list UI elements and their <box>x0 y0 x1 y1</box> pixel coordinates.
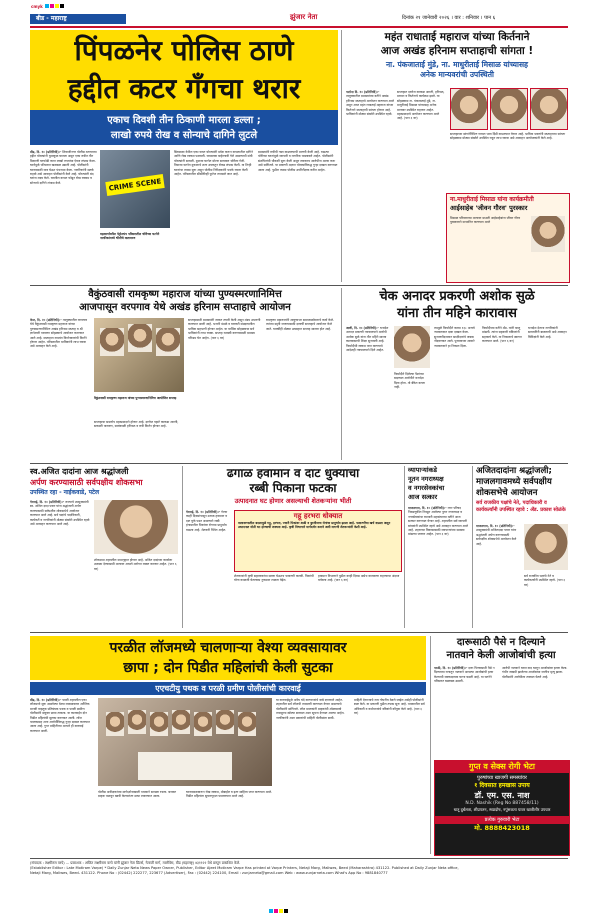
murder-headline-2: नातवाने केली आजोबांची हत्या <box>446 650 556 661</box>
ajit-right-subhead: सर्व राजकीय पक्षांचे नेते, पदाधिकारी व कार्यकर्त्यांनी उपस्थित रहावे : ॲड. प्रकाश सोळंके <box>476 500 566 513</box>
divider-top <box>341 30 342 282</box>
lead-subhead-1: एकाच दिवशी तीन ठिकाणी मारला डल्ला ; <box>107 115 261 126</box>
lead-photo-caption: महामार्गावरील पेट्रोलपंप परिसरातील चोरीच्या घटनेने नागरिकांमध्ये भीतीचे वातावरण <box>100 232 160 241</box>
traders-headline-2: नूतन नगराध्यक्ष <box>408 475 444 483</box>
ad-footer: प्रत्येक गुरुवारी भेटा <box>435 816 569 824</box>
ajit-right-portrait <box>524 524 568 570</box>
kirtan-headline-2: आज अखंड हरिनाम सप्ताहाची सांगता ! <box>380 45 534 57</box>
kirtan-headline <box>346 30 568 80</box>
lead-body-col1: बीड, दि. १० (प्रतिनिधी):- शिवाजीनगर पोलीस ठाण्याच्या हद्दीत चोरट्यांनी धुमाकूळ घातला असून एका रात्रीत तीन ठिकाणी घरफोडी करत लाखो रुपयांचा ऐवज लंपास केला. घटनेमुळे परिसरात खळबळ उडाली आहे. पोलीसांनी घटनास्थळी धाव घेऊन पंचनामा केला. नागरिकांनी सतर्क राहावे असे आवाहन पोलीसांनी केले आहे. चोरट्यांनी बंद घरांना लक्ष्य केले. घरातील कपाट फोडून रोख रक्कम व सोन्याचे दागिने लंपास केले. <box>30 150 97 185</box>
divider-weather-left <box>182 466 183 628</box>
traders-headline-1: व्यापाऱ्यांकडे <box>408 466 437 474</box>
cheque-headline-2: यांना तीन महिने कारावास <box>397 306 517 321</box>
portrait-photo-3 <box>530 88 568 130</box>
traders-headline <box>408 466 468 502</box>
lodge-body-col5: माहिती देणाऱ्याचे नाव गोपनीय ठेवले जाईल असेही पोलीसांनी स्पष्ट केले. या प्रकरणी पुढील तपास सुरू आहे. पथकातील सर्व अधिकारी व कर्मचाऱ्यांचे वरिष्ठांनी कौतुक केले आहे. (पान ६ वर) <box>354 698 425 716</box>
weather-subhead: उत्पादनात घट होणार असल्याची शेतकऱ्यांना भीती <box>234 497 352 505</box>
cheque-portrait <box>394 326 430 368</box>
weather-body-col1: गेवराई, दि. १० (प्रतिनिधी):- गेल्या काही दिवसांपासून ढगाळ हवामान व दाट धुके पडत असल्याने रब्बी हंगामातील पिकांवर रोगाचा प्रादुर्भाव वाढला आहे. शेतकरी चिंतेत आहेत. <box>186 510 228 532</box>
footer-imprint <box>30 861 568 877</box>
lodge-body-col1: बीड, दि. १० (प्रतिनिधी):- परळी शहरातील एका लॉजमध्ये सुरू असलेल्या वेश्या व्यवसायावर अनैतिक मानवी वाहतूक प्रतिबंधक पथक व परळी ग्रामीण पोलीसांनी संयुक्त छापा टाकला. या कारवाईत दोन पिडीत महिलांची सुटका करण्यात आली. लॉज चालकासह अन्य आरोपींविरुद्ध गुन्हा दाखल करण्यात आला आहे. गुप्त माहितीच्या आधारे ही कारवाई करण्यात आली. <box>30 698 90 733</box>
weather-highlight-box: गहू हरभरा धोक्यात वातावरणातील बदलामुळे गहू, हरभरा, ज्वारी पिकांवर अळी व बुरशीजन्य रोगांचा प्रादुर्भाव झाला आहे. फवारणीचा खर्च वाढला असून उत्पादनात मोठी घट होण्याची शक्यता आहे. कृषी विभागाने मार्गदर्शन करावे अशी मागणी शेतकऱ्यांनी केली आहे. <box>234 510 402 572</box>
lodge-body-col3: घटनास्थळावरून रोख रक्कम, मोबाईल व इतर साहित्य जप्त करण्यात आले. पिडीत महिलांना सुधारगृहात पाठवण्यात आले आहे. <box>186 790 272 799</box>
lodge-body-col4: या कारवाईमुळे अवैध धंदे करणाऱ्यांचे धाबे दणाणले आहेत. शहरातील सर्व लॉजची तपासणी करण्यात येणार असल्याचे पोलीसांनी सांगितले. लॉज मालकांनी ग्राहकांची ओळखपत्रे तपासूनच खोल्या द्याव्यात अशा सूचना देण्यात आल्या आहेत. नागरिकांनी अशा प्रकारांची माहिती पोलीसांना द्यावी. <box>276 698 345 720</box>
lead-headline-1: पिंपळनेर पोलिस ठाणे <box>74 34 294 67</box>
weather-box-title: गहू हरभरा धोक्यात <box>293 512 343 520</box>
vaikunth-caption: वैकुंठवासी रामकृष्ण महाराज यांच्या पुण्यस्मरणानिमित्त आयोजित सप्ताह <box>94 396 177 400</box>
traders-body: माजलगाव, दि. १० (प्रतिनिधी):- नगर परिषद निवडणुकीत निवडून आलेल्या नूतन नगराध्यक्ष व नगरसेवकांचा व्यापारी महासंघाच्या वतीने आज सत्कार करण्यात येणार आहे. शहरातील सर्व व्यापारी बांधवांनी उपस्थित रहावे असे आवाहन करण्यात आले आहे. शहराच्या विकासासाठी व्यापाऱ्यांच्या समस्या मांडल्या जाणार आहेत. (पान ६ वर) <box>408 506 468 537</box>
vaikunth-body-col2: सप्ताहाचा समारोप महाप्रसादाने होणार आहे. दररोज पहाटे काकडा आरती, सकाळी पारायण, सायंकाळी हरिपाठ व रात्री किर्तन होणार आहे. <box>94 420 179 429</box>
kirtan-subhead-1: ना. पंकजाताई मुंडे, ना. माधुरीताई मिसाळ यांच्यासह <box>385 60 529 69</box>
ajit-left-body-col2: शोकसभा शहरातील सभागृहात होणार आहे. अजित दादांच्या कार्याला उजाळा देण्यासाठी मान्यवर आपले मनोगत व्यक्त करणार आहेत. (पान ६ वर) <box>94 558 177 571</box>
masthead: झुंजार नेता <box>290 13 318 21</box>
jiva-gaurav-box <box>446 193 570 283</box>
traders-headline-3: व नगरसेवकांचा <box>408 484 445 492</box>
portrait-photo-1 <box>450 88 488 130</box>
footer-line1: (संपादक : लक्ष्मीराम वरपे) ... प्रकाशक : अजित लक्ष्मीराम वरपे यांनी झुंजार नेता प्रिंटर्स, नेताजी मार्ग, मालीवेस, बीड (महाराष्ट्र) ४३११२२ येथे छापून प्रकाशित केले. <box>30 861 241 865</box>
crime-scene-tape: CRIME SCENE <box>105 174 164 196</box>
vaikunth-headline-2: आजपासून वरपगाव येथे अखंड हरिनाम सप्ताहाचे आयोजन <box>79 302 291 313</box>
vaikunth-photo-group <box>94 318 184 392</box>
murder-headline <box>434 636 568 662</box>
ad-phone: मो. 8888423018 <box>474 824 530 832</box>
lodge-headline-box <box>30 636 426 680</box>
ajit-left-portrait <box>94 500 178 554</box>
ajit-left-headline-1: स्व.अजित दादांना आज श्रद्धांजली <box>30 467 129 476</box>
divider-bottom <box>430 636 431 854</box>
ad-title: गुप्त व सेक्स रोगी भेटा <box>435 761 569 773</box>
vaikunth-body-col4: रामकृष्ण महाराजांनी आयुष्यभर समाजप्रबोधनाचे कार्य केले. त्यांच्या स्मृती जपण्यासाठी दरवर्षी सप्ताहाचे आयोजन केले जाते. यावर्षीही मोठ्या उत्साहात सप्ताह साजरा होत आहे. <box>266 318 334 331</box>
lodge-headline-2: छापा ; दोन पिडीत महिलांची केली सुटका <box>123 660 333 676</box>
traders-headline-4: आज सत्कार <box>408 493 438 501</box>
cmyk-label: cmyk <box>31 4 43 9</box>
ajit-left-headline-2: अर्पण करण्यासाठी सर्वपक्षीय शोकसभा <box>30 478 143 487</box>
clinic-ad: गुप्त व सेक्स रोगी भेटा पुरुषांच्या खाजगी समस्यांवर १ दिवसात हमखास उपाय डॉ. एम. एस. नाश N.D. Nashik (Reg No 887458/11) धातू दुर्बलता, शीघ्रपतन, स्वप्नदोष, नपुंसकता यावर खात्रीशीर उपचार प्रत्येक गुरुवारी भेटा मो. 8888423018 <box>434 760 570 856</box>
weather-headline-2: रब्बी पिकाना फटका <box>249 481 337 495</box>
ad-doctor: डॉ. एम. एस. नाश <box>474 791 530 800</box>
lead-headline-2: हद्दीत कटर गँगचा थरार <box>67 72 301 105</box>
jiva-title-2: आईसाहेब 'जीवन गौरव' पुरस्कार <box>450 204 528 212</box>
murder-body-col2: आरोपी नातवाने घरात वाद घालून आजोबांवर हल्ला केला. गंभीर जखमी झालेल्या आजोबांचा जागीच मृत्यू झाला. पोलीसांनी आरोपीला ताब्यात घेतले आहे. <box>502 666 568 679</box>
cheque-body-col4: फिर्यादीच्या वतीने ॲड. यांनी बाजू मांडली. त्यांना सहकारी वकिलांनी सहकार्य केले. या निकालाचे स्वागत करण्यात आले. (पान ६ वर) <box>482 326 522 344</box>
divider-mid <box>341 288 342 460</box>
divider-traders <box>404 466 405 628</box>
lodge-photo <box>98 698 272 786</box>
kirtan-subhead-2: अनेक मान्यवरांची उपस्थिती <box>420 70 494 79</box>
jiva-body: मिसाळ परिवाराच्या मान्यवर माउली आईसाहेबांना जीवन गौरव पुरस्काराने सन्मानित करण्यात आले <box>450 216 521 225</box>
weather-headline-1: ढगाळ हवामान व दाट धुक्याचा <box>226 466 360 480</box>
lead-body-col2: सिरसाळा येथील एका घरात चोरट्यांनी प्रवेश करून कपाटातील दागिने आणि रोख रक्कम पळवली. घरमालक बाहेरगावी गेले असल्याची संधी चोरट्यांनी साधली. दुसऱ्या घटनेत मोटार सायकल चोरीला गेली. तिसऱ्या घटनेत दुकानाचे शटर उचकटून रोकड लंपास केली. या तिन्ही घटनांचा तपास सुरू असून पोलीस निरीक्षकांनी पथके रवाना केली आहेत. परिसरातील सीसीटीव्ही फुटेज तपासले जात आहे. <box>174 150 253 177</box>
cheque-body-col5: धनादेश देताना नागरिकांनी सावधगिरी बाळगावी असे आवाहन विधिज्ञांनी केले आहे. <box>528 326 567 339</box>
weather-body-col3: हवामान विभागाने पुढील काही दिवस असेच वातावरण राहण्याचा अंदाज वर्तवला आहे. (पान ६ वर) <box>318 574 400 583</box>
lodge-subhead: एएचटीयु पथक व परळी ग्रमीण पोलीसांची कारवाई <box>30 682 426 695</box>
jiva-portrait <box>531 216 565 252</box>
header-rule <box>30 26 568 28</box>
lead-body-col3: ग्रामस्थांनी रात्रीची गस्त वाढवण्याची मागणी केली आहे. वाढत्या चोरीच्या घटनांमुळे व्यापारी व नागरिक धास्तावले आहेत. पोलीसांनी संशयितांची चौकशी सुरू केली असून लवकरच आरोपींना अटक करू असे सांगितले. या प्रकरणी अज्ञात चोरट्यांविरुद्ध गुन्हा दाखल करण्यात आला आहे. पुढील तपास पोलीस उपनिरीक्षक करीत आहेत. <box>258 150 338 172</box>
ajit-right-headline-2: माजलगावमध्ये सर्वपक्षीय <box>476 477 552 487</box>
lodge-headline-1: परळीत लॉजमध्ये चालणाऱ्या वेश्या व्यवसायावर <box>109 640 347 656</box>
murder-headline-1: दारूसाठी पैसे न दिल्याने <box>456 637 546 648</box>
ad-creds: N.D. Nashik (Reg No 887458/11) <box>465 801 539 806</box>
footer-rule <box>30 858 568 859</box>
vaikunth-body-col3: सप्ताहासाठी ग्रामस्थांनी जय्यत तयारी केली असून मंडप उभारणी करण्यात आली आहे. भजनी मंडळे व वारकरी संप्रदायातील भाविक सहभागी होणार आहेत. या धार्मिक सोहळ्याचा सर्व भाविकांनी लाभ घ्यावा. सप्ताह यशस्वी करण्यासाठी ग्रामस्थ परिश्रम घेत आहेत. (पान ६ वर) <box>188 318 261 340</box>
weather-body-col2: शेतकऱ्यांनी कृषी सहाय्यकांचा सल्ला घेऊनच फवारणी करावी. पिकांची योग्य काळजी घेतल्यास नुकसान टाळता येईल. <box>234 574 314 583</box>
vaikunth-headline-1: वैकुंठवासी रामकृष्ण महाराज यांच्या पुण्यस्मरणानिमित्त <box>88 289 282 300</box>
kirtan-body-col1: पाटोदा दि. १० (प्रतिनिधी):- तालुक्यातील ग्रामस्थांच्या वतीने अखंड हरिनाम सप्ताहाचे आयोजन करण्यात आले असून आज महंत राधाताई महाराज यांच्या किर्तनाने सप्ताहाची सांगता होणार आहे. भाविकांनी मोठ्या संख्येने उपस्थित रहावे. <box>346 90 394 117</box>
ajit-right-body-col2: सर्व राजकीय पक्षांचे नेते व कार्यकर्त्यांनी उपस्थित रहावे. (पान ६ वर) <box>524 574 566 587</box>
murder-body-col1: परळी, दि. १० (प्रतिनिधी):- दारू पिण्यासाठी पैसे न दिल्याच्या रागातून नातवाने आपल्या आजोबांची हत्या केल्याची धक्कादायक घटना घडली आहे. या घटनेने परिसरात खळबळ उडाली. <box>434 666 495 684</box>
cheque-body-col1: आष्टी, दि. १० (प्रतिनिधी):- धनादेश अनादर प्रकरणी न्यायालयाने आरोपी अशोक सुळे यांना तीन महिने साध्या कारावासाची शिक्षा सुनावली आहे. फिर्यादीची रक्कम परत करण्याचे आदेशही न्यायालयाने दिले आहेत. <box>346 326 389 353</box>
vaikunth-body-col1: केज, दि. १० (प्रतिनिधी):- तालुक्यातील वरपगाव येथे वैकुंठवासी रामकृष्ण महाराज यांच्या पुण्यस्मरणानिमित्त अखंड हरिनाम सप्ताह व श्री ज्ञानेश्वरी पारायण सोहळ्याचे आयोजन करण्यात आले आहे. सप्ताहात नामवंत किर्तनकारांची किर्तने होणार आहेत. परिसरातील भाविकांनी लाभ घ्यावा असे आवाहन केले आहे. <box>30 318 88 349</box>
kirtan-body-col2: सप्ताहात दररोज काकडा आरती, हरिपाठ, प्रवचन व किर्तनाचे कार्यक्रम झाले. या सोहळ्यास ना. पंकजाताई मुंडे, ना. माधुरीताई मिसाळ यांच्यासह अनेक मान्यवर उपस्थित राहणार आहेत. महाप्रसादाचे आयोजन करण्यात आले आहे. (पान ६ वर) <box>397 90 445 121</box>
ajit-left-subhead: उपस्थित रहा - नाईकवाडे, पटेल <box>30 489 100 496</box>
cheque-body-col2: फिर्यादीने दिलेल्या पैशांच्या बदल्यात आरोपीने धनादेश दिला होता. तो बँकेत वटला नाही. <box>394 372 425 390</box>
ajit-left-headline <box>30 466 178 497</box>
ajit-left-body-col1: गेवराई, दि. १० (प्रतिनिधी):- राज्याचे उपमुख्यमंत्री स्व. अजित दादा पवार यांना श्रद्धांजली अर्पण करण्यासाठी सर्वपक्षीय शोकसभेचे आयोजन करण्यात आले आहे. सर्व पक्षांचे पदाधिकारी, कार्यकर्ते व नागरिकांनी मोठ्या संख्येने उपस्थित रहावे असे आवाहन करण्यात आले आहे. <box>30 500 90 527</box>
lead-subhead-2: लाखो रुपये रोख व सोन्याचे दागिने लुटले <box>110 130 258 141</box>
rule-2 <box>30 463 568 464</box>
cheque-headline <box>346 288 568 322</box>
ad-line1: पुरुषांच्या खाजगी समस्यांवर <box>477 775 527 781</box>
ajit-right-headline <box>476 466 568 514</box>
portrait-photo-2 <box>490 88 528 130</box>
crime-scene-photo <box>100 150 170 228</box>
header-bar <box>30 14 568 24</box>
rule-1 <box>30 285 568 286</box>
vaikunth-headline <box>30 288 340 314</box>
ajit-right-body-col1: माजलगाव, दि. १० (प्रतिनिधी):- उपमुख्यमंत्री अजितदादा पवार यांना श्रद्धांजली अर्पण करण्यासाठी सर्वपक्षीय शोकसभेचे आयोजन केले आहे. <box>476 524 517 546</box>
divider-ajit-right <box>472 466 473 628</box>
ajit-right-headline-1: अजितदादांना श्रद्धांजली; <box>476 466 552 476</box>
footer-line3: Netaji Marg, Maliwes, Beed- 431122. Phone No : (02442) 222277, 223677 (Advertiser), Fax : (02442) 224100, Email : zunjarneta@gmail.com Web : www.zunjarneta.com What's App No : 9881840777 <box>30 871 388 876</box>
lodge-body-col2: पोलीस अधीक्षकांच्या मार्गदर्शनाखाली पथकाने सापळा रचला. बनावट ग्राहक पाठवून खात्री केल्यानंतर छापा टाकण्यात आला. <box>98 790 177 799</box>
footer-cmyk <box>268 898 288 917</box>
footer-line2: (Establisher Editor : Late Motiram Varpe) * Daily Zunjar Neta News Paper Owner, Publisher, Editor Ajeet Motiram Varpe Has printed at Varpe Printers, Netaji Marg, Maliwes, Beed (Maharashtra) 431122. Published at Daily Zunjar Neta office, <box>30 866 459 871</box>
lead-subhead-band <box>30 110 338 145</box>
weather-headline <box>186 466 400 506</box>
rule-3 <box>30 632 568 633</box>
kirtan-body-col3: सप्ताहाच्या सांगतेनिमित्त गावात भव्य दिंडी काढण्यात येणार आहे. भाविक भक्तांनी सप्ताहाच्या सांगता सोहळ्यास मोठ्या संख्येने उपस्थित राहून लाभ घ्यावा असे आवाहन आयोजकांनी केले आहे. <box>450 132 566 141</box>
jiva-title-1: ना.माधुरीताई मिसाळ यांना कार्यक्रमीती <box>450 196 534 203</box>
cheque-body-col3: त्यामुळे फिर्यादीने कलम १३८ अन्वये न्यायालयात दावा दाखल केला. सुनावणीदरम्यान साक्षीदारांचे जबाब नोंदवण्यात आले. पुराव्याच्या आधारे न्यायालयाने हा निकाल दिला. <box>434 326 475 348</box>
date-line: दिनांक २१ जानेवारी २०२६ । वार : शनिवार । पान ६ <box>402 15 496 21</box>
ad-line2: १ दिवसात हमखास उपाय <box>474 782 530 789</box>
cheque-headline-1: चेक अनादर प्रकरणी अशोक सुळे <box>379 289 535 304</box>
ajit-right-headline-3: शोकसभेचे आयोजन <box>476 488 538 498</box>
cmyk-marks <box>30 4 64 9</box>
section-tag: बीड - महाराष्ट्र <box>30 14 126 24</box>
lead-headline-box <box>30 30 338 145</box>
kirtan-headline-1: महंत राधाताई महाराज यांच्या किर्तनाने <box>384 31 530 43</box>
